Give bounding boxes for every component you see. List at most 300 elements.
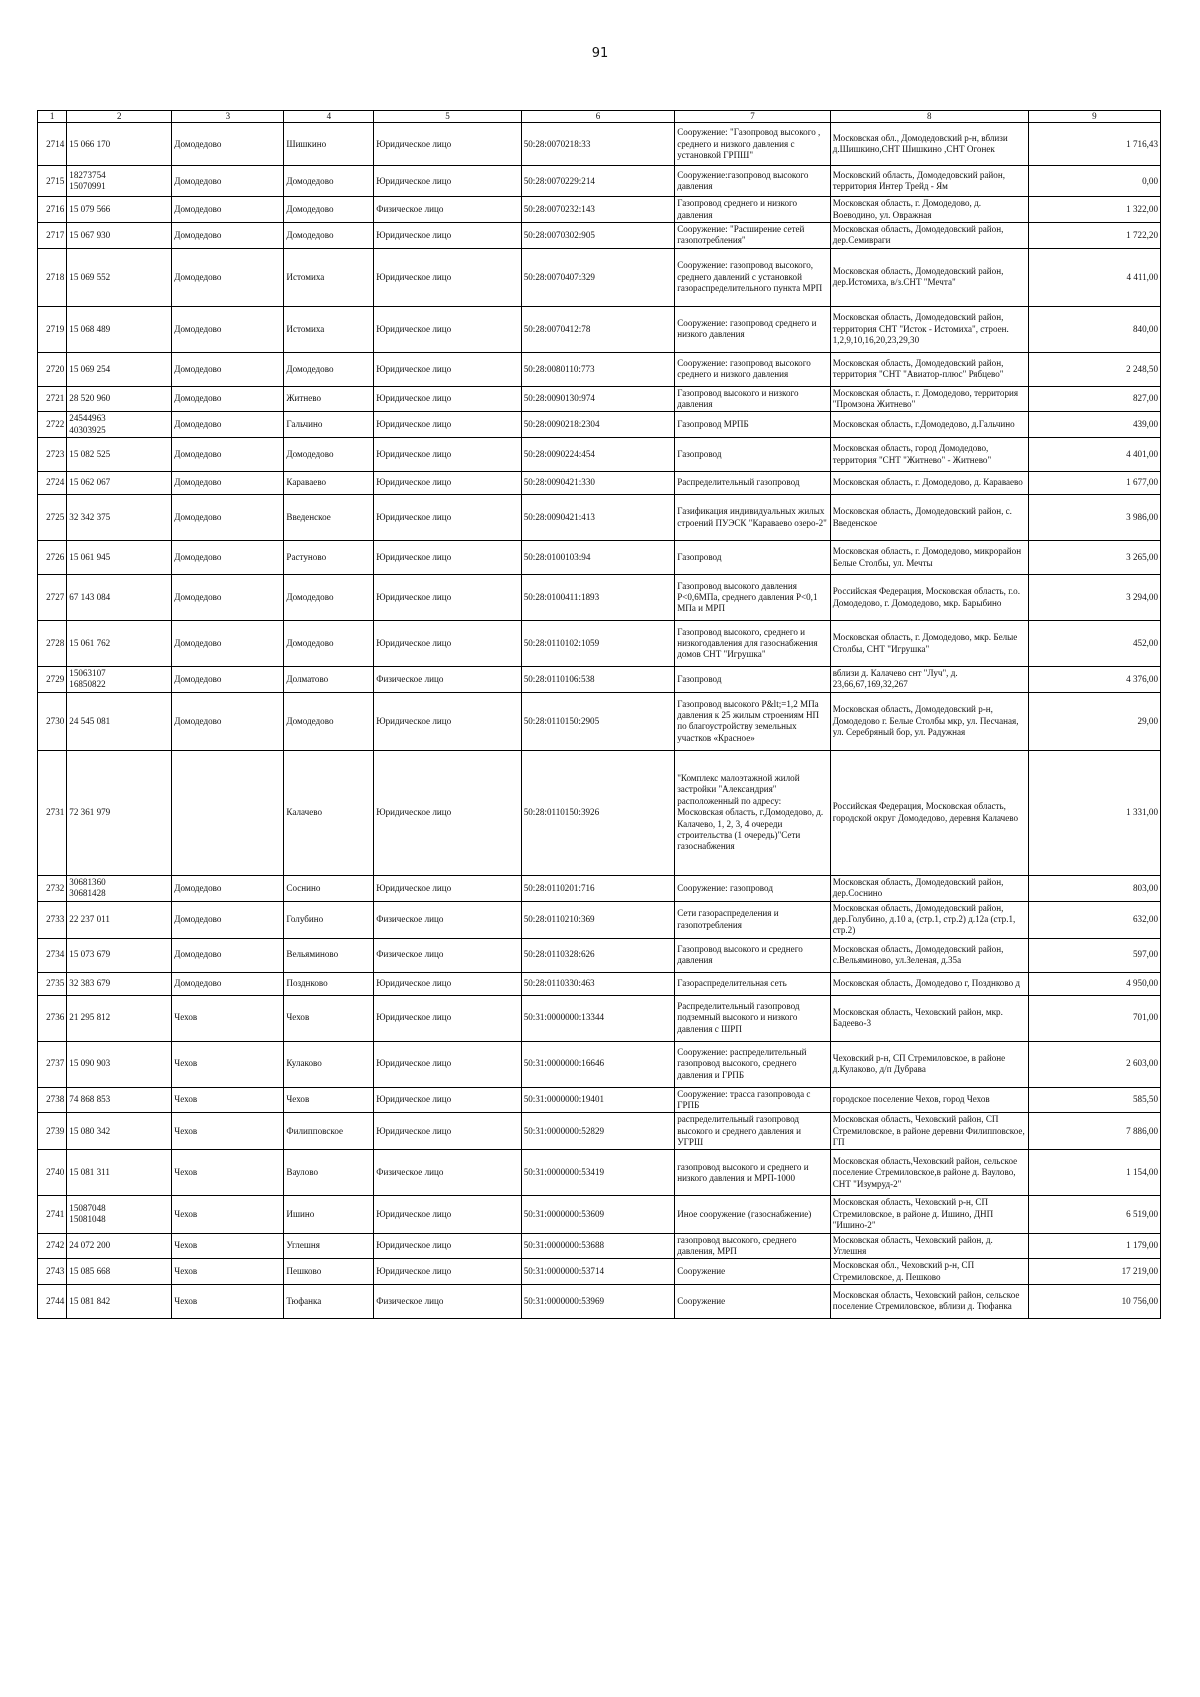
table-row: [38, 1041, 1161, 1087]
cell-owner: Юридическое лицо: [374, 1113, 521, 1150]
cell-code: 15 082 525: [67, 438, 172, 472]
cell-district: Домодедово: [172, 875, 284, 901]
cell-address: Московская область, Чеховский район, СП Стремиловское, в районе деревни Филипповское, ГП: [830, 1113, 1028, 1150]
cell-address: Московская область, Домодедовский р-н, Домодедово г. Белые Столбы мкр, ул. Песчаная, ул. Серебряный бор, ул. Радужная: [830, 692, 1028, 750]
cell-code: 22 237 011: [67, 901, 172, 938]
cell-locality: Позднково: [284, 972, 374, 995]
cell-address: Московская область, Домодедовский район, территория "СНТ "Авиатор-плюс" Рябцево": [830, 352, 1028, 386]
table-body: [38, 123, 1161, 1319]
cell-district: Домодедово: [172, 472, 284, 495]
cell-district: Домодедово: [172, 412, 284, 438]
cell-number: 2730: [38, 692, 67, 750]
cell-number: 2732: [38, 875, 67, 901]
cell-code: 15 085 668: [67, 1259, 172, 1285]
cell-owner: Физическое лицо: [374, 1150, 521, 1196]
cell-object-description: Сооружение: [675, 1284, 831, 1318]
cell-length: 1 322,00: [1028, 197, 1160, 223]
cell-number: 2714: [38, 123, 67, 166]
cell-locality: Гальчино: [284, 412, 374, 438]
cell-locality: Ишино: [284, 1196, 374, 1233]
table-row: [38, 248, 1161, 306]
cell-object-description: Сооружение:газопровод высокого давления: [675, 166, 831, 197]
cell-locality: Растуново: [284, 541, 374, 575]
cell-cadastral-number: 50:28:0070302:905: [521, 222, 675, 248]
cell-object-description: Газопровод высокого и среднего давления: [675, 938, 831, 972]
cell-locality: Пешково: [284, 1259, 374, 1285]
cell-locality: Житнево: [284, 386, 374, 412]
cell-address: Московская область, Чеховский р-н, СП Стремиловское, в районе д. Ишино, ДНП "Ишино-2": [830, 1196, 1028, 1233]
cell-district: Домодедово: [172, 386, 284, 412]
cell-code: 15 069 254: [67, 352, 172, 386]
table-row: [38, 1259, 1161, 1285]
cell-cadastral-number: 50:28:0110201:716: [521, 875, 675, 901]
table-row: [38, 541, 1161, 575]
cell-cadastral-number: 50:28:0110102:1059: [521, 621, 675, 667]
cell-district: Чехов: [172, 1284, 284, 1318]
cell-address: Московская область, Домодедово г, Позднково д: [830, 972, 1028, 995]
cell-address: Московская область, г. Домодедово, д. Воеводино, ул. Овражная: [830, 197, 1028, 223]
cell-number: 2725: [38, 495, 67, 541]
cell-district: Домодедово: [172, 438, 284, 472]
cell-cadastral-number: 50:31:0000000:52829: [521, 1113, 675, 1150]
cell-district: Домодедово: [172, 575, 284, 621]
table-row: [38, 875, 1161, 901]
cell-object-description: Распределительный газопровод: [675, 472, 831, 495]
cell-number: 2715: [38, 166, 67, 197]
table-row: [38, 1284, 1161, 1318]
cell-object-description: Сооружение: "Газопровод высокого , среднего и низкого давления с установкой ГРПШ": [675, 123, 831, 166]
cell-locality: Истомиха: [284, 306, 374, 352]
cell-cadastral-number: 50:31:0000000:53609: [521, 1196, 675, 1233]
cell-number: 2733: [38, 901, 67, 938]
cell-number: 2731: [38, 750, 67, 875]
cell-owner: Юридическое лицо: [374, 472, 521, 495]
cell-district: Домодедово: [172, 123, 284, 166]
cell-code: 24 072 200: [67, 1233, 172, 1259]
cell-owner: Юридическое лицо: [374, 1233, 521, 1259]
cell-object-description: газопровод высокого и среднего и низкого давления и МРП-1000: [675, 1150, 831, 1196]
cell-locality: Домодедово: [284, 438, 374, 472]
cell-owner: Юридическое лицо: [374, 621, 521, 667]
cell-locality: Истомиха: [284, 248, 374, 306]
cell-district: Домодедово: [172, 667, 284, 693]
cell-owner: Юридическое лицо: [374, 1196, 521, 1233]
cell-address: Московская область, Домодедовский район, с.Вельяминово, ул.Зеленая, д.35а: [830, 938, 1028, 972]
cell-locality: Домодедово: [284, 352, 374, 386]
cell-object-description: Сооружение: распределительный газопровод высокого, среднего давления и ГРПБ: [675, 1041, 831, 1087]
cell-district: Чехов: [172, 1113, 284, 1150]
cell-code: 30681360 30681428: [67, 875, 172, 901]
cell-locality: Чехов: [284, 995, 374, 1041]
cell-cadastral-number: 50:31:0000000:53969: [521, 1284, 675, 1318]
cell-district: Чехов: [172, 1233, 284, 1259]
cell-address: Московская область, город Домодедово, территория "СНТ "Житнево" - Житнево": [830, 438, 1028, 472]
column-header: 1: [38, 111, 67, 123]
cell-district: Домодедово: [172, 541, 284, 575]
cell-district: Домодедово: [172, 972, 284, 995]
table-row: [38, 438, 1161, 472]
cell-cadastral-number: 50:28:0090421:330: [521, 472, 675, 495]
cell-cadastral-number: 50:28:0070218:33: [521, 123, 675, 166]
cell-code: 74 868 853: [67, 1087, 172, 1113]
table-row: [38, 197, 1161, 223]
table-row: [38, 750, 1161, 875]
cell-address: Московская область,Чеховский район, сельское поселение Стремиловское,в районе д. Ваулово, СНТ "Изумруд-2": [830, 1150, 1028, 1196]
cell-owner: Юридическое лицо: [374, 750, 521, 875]
cell-cadastral-number: 50:28:0100103:94: [521, 541, 675, 575]
cell-owner: Юридическое лицо: [374, 972, 521, 995]
cell-length: 1 722,20: [1028, 222, 1160, 248]
cell-number: 2720: [38, 352, 67, 386]
cell-number: 2742: [38, 1233, 67, 1259]
cell-cadastral-number: 50:28:0070229:214: [521, 166, 675, 197]
cell-number: 2724: [38, 472, 67, 495]
table-row: [38, 1113, 1161, 1150]
cell-district: Домодедово: [172, 901, 284, 938]
cell-length: 597,00: [1028, 938, 1160, 972]
cell-locality: Чехов: [284, 1087, 374, 1113]
cell-length: 827,00: [1028, 386, 1160, 412]
cell-address: Московская область, г.Домодедово, д.Гальчино: [830, 412, 1028, 438]
cell-code: 15 069 552: [67, 248, 172, 306]
cell-number: 2741: [38, 1196, 67, 1233]
cell-code: 67 143 084: [67, 575, 172, 621]
cell-district: Чехов: [172, 1150, 284, 1196]
cell-owner: Физическое лицо: [374, 667, 521, 693]
column-header: 2: [67, 111, 172, 123]
cell-length: 1 677,00: [1028, 472, 1160, 495]
cell-district: Домодедово: [172, 222, 284, 248]
cell-cadastral-number: 50:28:0090224:454: [521, 438, 675, 472]
cell-district: Домодедово: [172, 352, 284, 386]
cell-number: 2719: [38, 306, 67, 352]
cell-cadastral-number: 50:28:0110150:2905: [521, 692, 675, 750]
table-row: [38, 575, 1161, 621]
cell-code: 15063107 16850822: [67, 667, 172, 693]
cell-address: Московская область, г. Домодедово, территория "Промзона Житнево": [830, 386, 1028, 412]
cell-district: Чехов: [172, 995, 284, 1041]
cell-number: 2716: [38, 197, 67, 223]
cell-locality: Домодедово: [284, 197, 374, 223]
cell-number: 2738: [38, 1087, 67, 1113]
column-header: 9: [1028, 111, 1160, 123]
cell-address: Московская обл., Чеховский р-н, СП Стремиловское, д. Пешково: [830, 1259, 1028, 1285]
cell-owner: Юридическое лицо: [374, 495, 521, 541]
cell-owner: Юридическое лицо: [374, 438, 521, 472]
cell-number: 2722: [38, 412, 67, 438]
cell-cadastral-number: 50:31:0000000:53419: [521, 1150, 675, 1196]
table-row: [38, 352, 1161, 386]
cell-locality: Углешня: [284, 1233, 374, 1259]
table-row: [38, 495, 1161, 541]
cell-address: вблизи д. Калачево снт "Луч", д. 23,66,67,169,32,267: [830, 667, 1028, 693]
table-row: [38, 306, 1161, 352]
cell-district: Чехов: [172, 1196, 284, 1233]
column-header: 7: [675, 111, 831, 123]
cell-number: 2743: [38, 1259, 67, 1285]
cell-code: 32 342 375: [67, 495, 172, 541]
cell-object-description: Газопровод МРПБ: [675, 412, 831, 438]
cell-number: 2729: [38, 667, 67, 693]
cell-owner: Юридическое лицо: [374, 541, 521, 575]
cell-locality: Ваулово: [284, 1150, 374, 1196]
cell-object-description: Сети газораспределения и газопотребления: [675, 901, 831, 938]
cell-owner: Юридическое лицо: [374, 248, 521, 306]
cell-object-description: Газораспределительная сеть: [675, 972, 831, 995]
cell-code: 15 081 311: [67, 1150, 172, 1196]
cell-cadastral-number: 50:28:0090218:2304: [521, 412, 675, 438]
cell-locality: Вельяминово: [284, 938, 374, 972]
cell-length: 6 519,00: [1028, 1196, 1160, 1233]
table-row: [38, 1150, 1161, 1196]
cell-locality: Тюфанка: [284, 1284, 374, 1318]
cell-object-description: Сооружение: газопровод среднего и низкого давления: [675, 306, 831, 352]
cell-code: 15 067 930: [67, 222, 172, 248]
cell-number: 2734: [38, 938, 67, 972]
cell-code: 32 383 679: [67, 972, 172, 995]
cell-district: Домодедово: [172, 938, 284, 972]
cell-length: 29,00: [1028, 692, 1160, 750]
cell-number: 2718: [38, 248, 67, 306]
cell-owner: Юридическое лицо: [374, 1259, 521, 1285]
cell-cadastral-number: 50:31:0000000:13344: [521, 995, 675, 1041]
cell-locality: Шишкино: [284, 123, 374, 166]
cell-code: 15 080 342: [67, 1113, 172, 1150]
cell-length: 4 950,00: [1028, 972, 1160, 995]
table-header-row: [38, 111, 1161, 123]
cell-number: 2726: [38, 541, 67, 575]
cell-length: 0,00: [1028, 166, 1160, 197]
cell-object-description: Газопровод: [675, 667, 831, 693]
cell-district: Домодедово: [172, 306, 284, 352]
cell-object-description: "Комплекс малоэтажной жилой застройки "Александрия" расположенный по адресу: Московская область, г.Домодедово, д. Калачево, 1, 2, 3, 4 очереди строительства (1 очередь)"Сети газоснабжения: [675, 750, 831, 875]
column-header: 6: [521, 111, 675, 123]
cell-object-description: Газопровод: [675, 438, 831, 472]
cell-locality: Домодедово: [284, 621, 374, 667]
cell-length: 4 401,00: [1028, 438, 1160, 472]
cell-owner: Юридическое лицо: [374, 875, 521, 901]
cell-object-description: Газопровод высокого и низкого давления: [675, 386, 831, 412]
table-row: [38, 1233, 1161, 1259]
cell-object-description: Сооружение: [675, 1259, 831, 1285]
cell-length: 2 248,50: [1028, 352, 1160, 386]
cell-address: Российская Федерация, Московская область, г.о. Домодедово, г. Домодедово, мкр. Барыбино: [830, 575, 1028, 621]
cell-address: Московская область, Домодедовский район, территория СНТ "Исток - Истомиха", строен. 1,2,9,10,16,20,23,29,30: [830, 306, 1028, 352]
cell-owner: Юридическое лицо: [374, 692, 521, 750]
cell-address: Чеховский р-н, СП Стремиловское, в районе д.Кулаково, д/п Дубрава: [830, 1041, 1028, 1087]
cell-code: 15 062 067: [67, 472, 172, 495]
cell-code: 15 073 679: [67, 938, 172, 972]
cell-address: Московская область, г. Домодедово, мкр. Белые Столбы, СНТ "Игрушка": [830, 621, 1028, 667]
cell-owner: Юридическое лицо: [374, 1041, 521, 1087]
column-header: 8: [830, 111, 1028, 123]
cell-address: Московская область, Домодедовский район, с. Введенское: [830, 495, 1028, 541]
cell-length: 4 376,00: [1028, 667, 1160, 693]
cell-object-description: газопровод высокого, среднего давления, МРП: [675, 1233, 831, 1259]
table-row: [38, 386, 1161, 412]
cell-number: 2727: [38, 575, 67, 621]
cell-object-description: Сооружение: газопровод: [675, 875, 831, 901]
cell-number: 2723: [38, 438, 67, 472]
cell-object-description: Сооружение: газопровод высокого среднего и низкого давления: [675, 352, 831, 386]
cell-owner: Юридическое лицо: [374, 306, 521, 352]
cell-district: Чехов: [172, 1041, 284, 1087]
cell-length: 632,00: [1028, 901, 1160, 938]
cell-object-description: Сооружение: трасса газопровода с ГРПБ: [675, 1087, 831, 1113]
cell-object-description: Иное сооружение (газоснабжение): [675, 1196, 831, 1233]
cell-address: Московская область, г. Домодедово, микрорайон Белые Столбы, ул. Мечты: [830, 541, 1028, 575]
cell-locality: Домодедово: [284, 692, 374, 750]
table-row: [38, 412, 1161, 438]
table-row: [38, 123, 1161, 166]
table-row: [38, 667, 1161, 693]
cell-cadastral-number: 50:31:0000000:53688: [521, 1233, 675, 1259]
cell-number: 2736: [38, 995, 67, 1041]
cell-code: 15 081 842: [67, 1284, 172, 1318]
table-row: [38, 995, 1161, 1041]
table-row: [38, 166, 1161, 197]
cell-code: 24 545 081: [67, 692, 172, 750]
cell-object-description: Распределительный газопровод подземный высокого и низкого давления с ШРП: [675, 995, 831, 1041]
table-row: [38, 1087, 1161, 1113]
cell-locality: Каравaево: [284, 472, 374, 495]
cell-code: 15087048 15081048: [67, 1196, 172, 1233]
page-number: 91: [591, 46, 609, 61]
cell-address: Московская область, Чеховский район, д. Углешня: [830, 1233, 1028, 1259]
cell-code: 15 066 170: [67, 123, 172, 166]
cell-length: 803,00: [1028, 875, 1160, 901]
cell-owner: Юридическое лицо: [374, 166, 521, 197]
cell-object-description: Газопровод: [675, 541, 831, 575]
cell-locality: Домодедово: [284, 575, 374, 621]
cell-number: 2737: [38, 1041, 67, 1087]
cell-cadastral-number: 50:28:0070407:329: [521, 248, 675, 306]
cell-owner: Физическое лицо: [374, 901, 521, 938]
cell-address: Московская обл., Домодедовский р-н, вблизи д.Шишкино,СНТ Шишкино ,СНТ Огонек: [830, 123, 1028, 166]
cell-cadastral-number: 50:28:0110330:463: [521, 972, 675, 995]
column-header: 4: [284, 111, 374, 123]
cell-district: Домодедово: [172, 692, 284, 750]
cell-owner: Юридическое лицо: [374, 995, 521, 1041]
cell-length: 701,00: [1028, 995, 1160, 1041]
cell-address: Российская Федерация, Московская область, городской округ Домодедово, деревня Калачево: [830, 750, 1028, 875]
table-row: [38, 621, 1161, 667]
cell-locality: Домодедово: [284, 166, 374, 197]
cell-address: городское поселение Чехов, город Чехов: [830, 1087, 1028, 1113]
cell-address: Московский область, Домодедовский район, территория Интер Трейд - Ям: [830, 166, 1028, 197]
column-header: 3: [172, 111, 284, 123]
cell-district: Домодедово: [172, 166, 284, 197]
cell-length: 3 294,00: [1028, 575, 1160, 621]
cell-district: Чехов: [172, 1259, 284, 1285]
cell-owner: Физическое лицо: [374, 938, 521, 972]
cell-code: 15 068 489: [67, 306, 172, 352]
cell-number: 2721: [38, 386, 67, 412]
cell-length: 1 154,00: [1028, 1150, 1160, 1196]
cell-cadastral-number: 50:28:0070412:78: [521, 306, 675, 352]
cell-object-description: Газопровод среднего и низкого давления: [675, 197, 831, 223]
cell-number: 2740: [38, 1150, 67, 1196]
cell-cadastral-number: 50:31:0000000:53714: [521, 1259, 675, 1285]
cell-length: 585,50: [1028, 1087, 1160, 1113]
cell-number: 2717: [38, 222, 67, 248]
cell-owner: Юридическое лицо: [374, 412, 521, 438]
cell-number: 2744: [38, 1284, 67, 1318]
cell-district: Чехов: [172, 1087, 284, 1113]
cell-cadastral-number: 50:31:0000000:16646: [521, 1041, 675, 1087]
table-row: [38, 692, 1161, 750]
cell-code: 28 520 960: [67, 386, 172, 412]
cell-address: Московская область, Домодедовский район, дер.Соснино: [830, 875, 1028, 901]
table-row: [38, 901, 1161, 938]
cell-code: 15 061 762: [67, 621, 172, 667]
cell-length: 1 331,00: [1028, 750, 1160, 875]
table-row: [38, 972, 1161, 995]
cell-owner: Юридическое лицо: [374, 222, 521, 248]
cell-code: 24544963 40303925: [67, 412, 172, 438]
cell-locality: Калачево: [284, 750, 374, 875]
cell-length: 439,00: [1028, 412, 1160, 438]
cell-length: 1 179,00: [1028, 1233, 1160, 1259]
cell-cadastral-number: 50:28:0090130:974: [521, 386, 675, 412]
table-row: [38, 472, 1161, 495]
cell-cadastral-number: 50:28:0070232:143: [521, 197, 675, 223]
cell-code: 18273754 15070991: [67, 166, 172, 197]
cell-cadastral-number: 50:28:0080110:773: [521, 352, 675, 386]
cell-code: 15 061 945: [67, 541, 172, 575]
cell-object-description: распределительный газопровод высокого и среднего давления и УГРШ: [675, 1113, 831, 1150]
cell-length: 3 265,00: [1028, 541, 1160, 575]
cell-object-description: Газопровод высокого, среднего и низкогодавления для газоснабжения домов СНТ "Игрушка": [675, 621, 831, 667]
cell-owner: Юридическое лицо: [374, 575, 521, 621]
cell-number: 2728: [38, 621, 67, 667]
cell-cadastral-number: 50:28:0100411:1893: [521, 575, 675, 621]
cell-address: Московская область, Чеховский район, сельское поселение Стремиловское, вблизи д. Тюфанка: [830, 1284, 1028, 1318]
cell-address: Московская область, Домодедовский район, дер.Истомиха, в/з.СНТ "Мечта": [830, 248, 1028, 306]
cell-locality: Введенское: [284, 495, 374, 541]
cell-owner: Юридическое лицо: [374, 386, 521, 412]
cell-locality: Филипповское: [284, 1113, 374, 1150]
table-row: [38, 222, 1161, 248]
table-row: [38, 938, 1161, 972]
table-row: [38, 1196, 1161, 1233]
cell-length: 1 716,43: [1028, 123, 1160, 166]
cell-district: Домодедово: [172, 495, 284, 541]
cell-code: 72 361 979: [67, 750, 172, 875]
cell-length: 3 986,00: [1028, 495, 1160, 541]
cell-cadastral-number: 50:28:0090421:413: [521, 495, 675, 541]
cell-length: 4 411,00: [1028, 248, 1160, 306]
cell-length: 840,00: [1028, 306, 1160, 352]
cell-locality: Долматово: [284, 667, 374, 693]
cell-locality: Домодедово: [284, 222, 374, 248]
cell-address: Московская область, г. Домодедово, д. Караваево: [830, 472, 1028, 495]
cell-owner: Юридическое лицо: [374, 352, 521, 386]
cell-number: 2735: [38, 972, 67, 995]
cell-owner: Физическое лицо: [374, 197, 521, 223]
cell-cadastral-number: 50:31:0000000:19401: [521, 1087, 675, 1113]
cell-address: Московская область, Домодедовский район, дер.Семивраги: [830, 222, 1028, 248]
cell-object-description: Газопровод высокого давления Р<0,6МПа, среднего давления Р<0,1 МПа и МРП: [675, 575, 831, 621]
cell-address: Московская область, Домодедовский район, дер.Голубино, д.10 а, (стр.1, стр.2) д.12а (стр.1, стр.2): [830, 901, 1028, 938]
cell-locality: Соснино: [284, 875, 374, 901]
cell-number: 2739: [38, 1113, 67, 1150]
cell-object-description: Газопровод высокого P&lt;=1,2 МПа давления к 25 жилым строениям НП по благоустройству земельных участков «Красное»: [675, 692, 831, 750]
cell-object-description: Газификация индивидуальных жилых строений ПУЭСК "Караваево озеро-2": [675, 495, 831, 541]
cell-code: 21 295 812: [67, 995, 172, 1041]
cell-code: 15 079 566: [67, 197, 172, 223]
cell-district: Домодедово: [172, 248, 284, 306]
